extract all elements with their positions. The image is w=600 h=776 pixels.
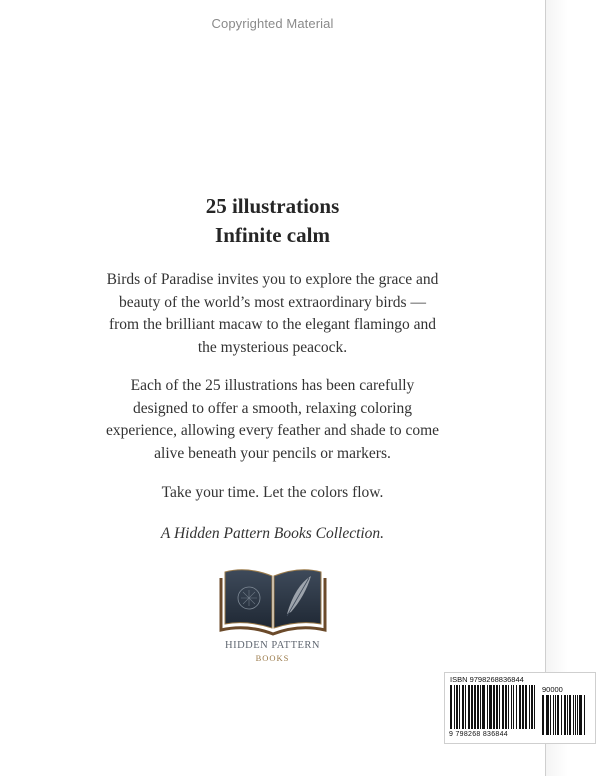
barcode-bar (584, 695, 585, 735)
barcode-bar (454, 685, 455, 729)
description-paragraph-2 (0, 375, 545, 465)
barcode-bar (529, 685, 530, 729)
collection-note: A Hidden Pattern Books Collection. (160, 525, 385, 542)
ean-barcode (450, 685, 536, 729)
description-paragraph-1 (0, 269, 545, 359)
barcode-bar (489, 685, 492, 729)
barcode-bar (459, 685, 460, 729)
barcode-bar (546, 695, 549, 735)
barcode-bar (502, 685, 504, 729)
barcode-bar (508, 685, 509, 729)
barcode-bar (499, 685, 500, 729)
barcode-bar (519, 685, 521, 729)
barcode-bar (482, 685, 485, 729)
barcode-bar (525, 685, 527, 729)
text-line: designed to offer a smooth, relaxing coloring (132, 399, 413, 417)
text-line: experience, allowing every feather and shade to come (105, 422, 440, 439)
barcode-bar (553, 695, 554, 735)
barcode-bar (534, 685, 535, 729)
barcode-bar (564, 695, 566, 735)
price-code: 90000 (542, 685, 563, 694)
barcode-bar (567, 695, 568, 735)
barcode-bar (480, 685, 481, 729)
text-line: Birds of Paradise invites you to explore the grace and (106, 271, 439, 288)
isbn-digits: 9 798268 836844 (449, 731, 508, 738)
publisher-sub: BOOKS (255, 653, 290, 663)
text-line: alive beneath your pencils or markers. (154, 444, 391, 462)
barcode-bar (575, 695, 576, 735)
spine-shade (546, 0, 600, 776)
headline-line-1: 25 illustrations (205, 194, 340, 218)
barcode-bar (487, 685, 488, 729)
barcode-bar (579, 695, 582, 735)
barcode-bar (477, 685, 479, 729)
tagline: Take your time. Let the colors flow. (161, 484, 384, 501)
barcode-bar (471, 685, 473, 729)
text-line: the mysterious peacock. (197, 338, 348, 356)
barcode-bar (456, 685, 458, 729)
barcode-bar (516, 685, 517, 729)
text-line: beauty of the world’s most extraordinary birds — (119, 293, 426, 311)
barcode-bar (496, 685, 498, 729)
text-line: Each of the 25 illustrations has been carefully (130, 377, 415, 394)
barcode-bar (550, 695, 551, 735)
barcode-bar (465, 685, 466, 729)
barcode-bar (577, 695, 578, 735)
headline-line-2: Infinite calm (215, 223, 330, 247)
barcode-bar (522, 685, 524, 729)
barcode-bar (474, 685, 476, 729)
barcode-bar (450, 685, 452, 729)
barcode-bar (468, 685, 470, 729)
addon-barcode (542, 695, 588, 735)
barcode-bar (542, 695, 544, 735)
barcode-bar (513, 685, 514, 729)
copyright-watermark-top: Copyrighted Material (211, 16, 334, 31)
barcode-bar (511, 685, 512, 729)
text-line: from the brilliant macaw to the elegant flamingo and (108, 316, 437, 333)
open-book-feather-icon (217, 562, 329, 638)
barcode-bar (561, 695, 562, 735)
headline (0, 192, 545, 250)
barcode-box (444, 672, 596, 744)
barcode-bar (531, 685, 533, 729)
barcode-bar (493, 685, 495, 729)
spine-edge (545, 0, 546, 776)
barcode-bar (555, 695, 556, 735)
barcode-bar (462, 685, 464, 729)
barcode-bar (569, 695, 571, 735)
publisher-name: HIDDEN PATTERN (225, 640, 320, 651)
barcode-bar (557, 695, 559, 735)
barcode-bar (505, 685, 507, 729)
barcode-bar (573, 695, 574, 735)
isbn-label: ISBN 9798268836844 (450, 675, 524, 684)
